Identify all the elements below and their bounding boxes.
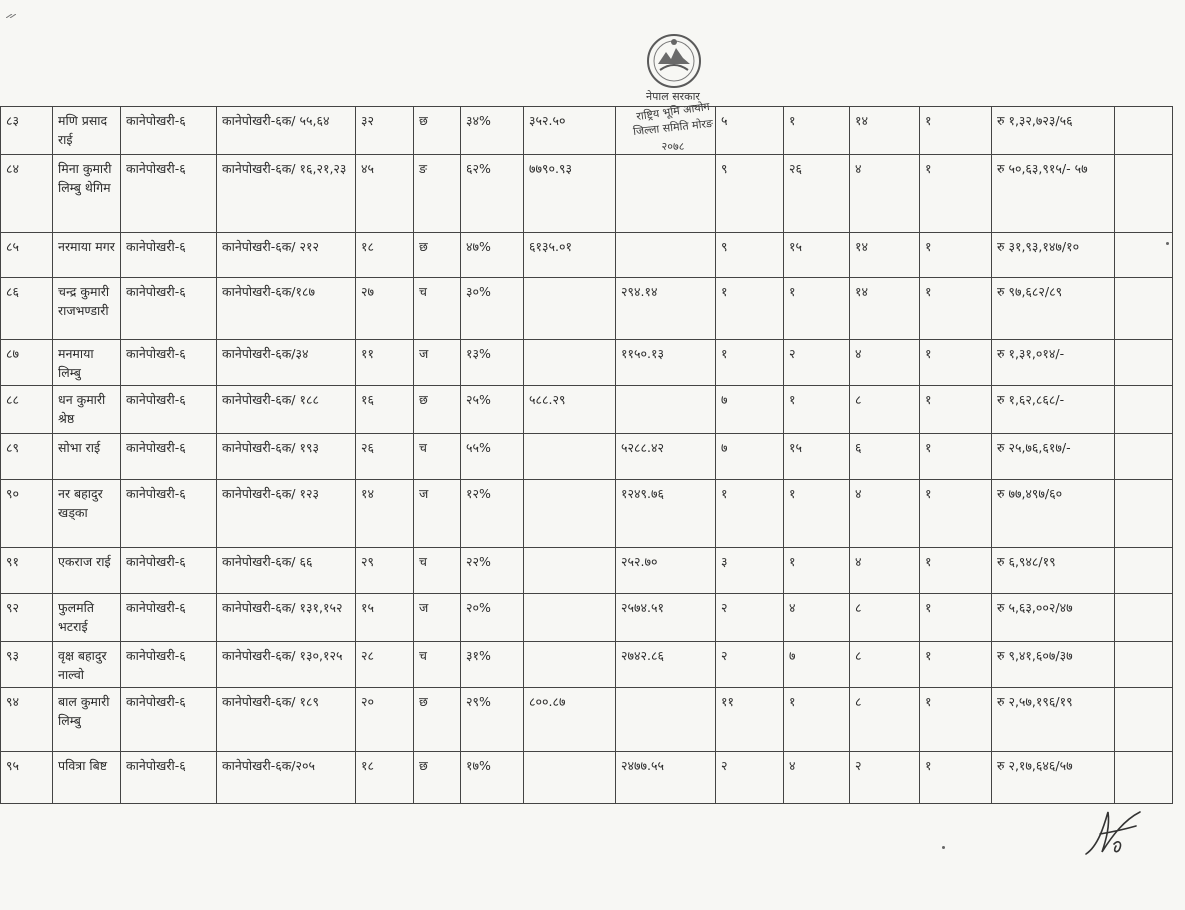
table-cell: कानेपोखरी-६क/ १३०,१२५	[217, 642, 356, 688]
table-cell: रु २,१७,६४६/५७	[992, 752, 1115, 804]
table-cell: कानेपोखरी-६	[121, 278, 217, 340]
table-cell: १	[920, 752, 992, 804]
table-cell: कानेपोखरी-६क/ ५५,६४	[217, 107, 356, 155]
table-cell: २९%	[461, 688, 524, 752]
table-cell: ८	[850, 642, 920, 688]
table-cell: छ	[414, 752, 461, 804]
table-cell: पवित्रा बिष्ट	[53, 752, 121, 804]
table-cell: ३२	[356, 107, 414, 155]
table-cell: ११५०.१३	[616, 340, 716, 386]
table-cell: ८	[850, 386, 920, 434]
government-emblem-icon	[638, 30, 710, 92]
table-cell	[1115, 594, 1173, 642]
table-cell: २५%	[461, 386, 524, 434]
table-cell: १३%	[461, 340, 524, 386]
table-cell	[524, 594, 616, 642]
table-cell: ७७९०.९३	[524, 155, 616, 233]
table-row	[1, 107, 1173, 155]
table-cell: ६१३५.०१	[524, 233, 616, 278]
table-cell: ज	[414, 480, 461, 548]
scan-mark	[6, 14, 16, 18]
table-row	[1, 155, 1173, 233]
table-cell: २	[716, 642, 784, 688]
table-cell	[524, 434, 616, 480]
table-cell: ८	[850, 594, 920, 642]
table-cell: ४	[850, 480, 920, 548]
table-cell: कानेपोखरी-६	[121, 107, 217, 155]
table-cell: कानेपोखरी-६	[121, 594, 217, 642]
table-cell: २	[716, 594, 784, 642]
table-cell: सोभा राई	[53, 434, 121, 480]
table-cell	[616, 155, 716, 233]
table-cell: १४	[850, 107, 920, 155]
table-cell: ९०	[1, 480, 53, 548]
table-cell	[1115, 340, 1173, 386]
table-cell: ८००.८७	[524, 688, 616, 752]
table-cell: २७४२.८६	[616, 642, 716, 688]
table-cell: रु २५,७६,६१७/-	[992, 434, 1115, 480]
table-cell: रु ७७,४९७/६०	[992, 480, 1115, 548]
table-cell: १४	[850, 278, 920, 340]
seal-commission-text: राष्ट्रिय भूमि आयोग	[635, 99, 711, 124]
table-cell: कानेपोखरी-६क/ १९३	[217, 434, 356, 480]
table-cell: छ	[414, 107, 461, 155]
table-cell: कानेपोखरी-६क/ १२३	[217, 480, 356, 548]
table-cell: कानेपोखरी-६	[121, 233, 217, 278]
table-cell: धन कुमारी श्रेष्ठ	[53, 386, 121, 434]
table-row	[1, 278, 1173, 340]
table-cell	[1115, 278, 1173, 340]
table-row	[1, 688, 1173, 752]
table-cell: कानेपोखरी-६क/ १८८	[217, 386, 356, 434]
table-cell: १	[784, 688, 850, 752]
table-cell: कानेपोखरी-६क/ ६६	[217, 548, 356, 594]
table-cell: ६२%	[461, 155, 524, 233]
table-cell: २८	[356, 642, 414, 688]
table-cell: २७	[356, 278, 414, 340]
table-cell: ज	[414, 594, 461, 642]
table-cell: १	[784, 548, 850, 594]
table-cell: ३५२.५०	[524, 107, 616, 155]
table-row	[1, 548, 1173, 594]
table-cell: कानेपोखरी-६	[121, 434, 217, 480]
table-cell: ७	[716, 386, 784, 434]
table-cell	[1115, 548, 1173, 594]
table-cell: १	[920, 548, 992, 594]
table-cell: ९४	[1, 688, 53, 752]
table-cell: रु ९,४१,६०७/३७	[992, 642, 1115, 688]
table-cell: रु ३१,९३,१४७/१०	[992, 233, 1115, 278]
table-cell: १८	[356, 233, 414, 278]
table-cell: १२४९.७६	[616, 480, 716, 548]
table-cell: २५२.७०	[616, 548, 716, 594]
table-cell: ८९	[1, 434, 53, 480]
table-cell	[1115, 434, 1173, 480]
table-cell: ३४%	[461, 107, 524, 155]
table-cell: कानेपोखरी-६क/ १३१,१५२	[217, 594, 356, 642]
table-cell: २	[850, 752, 920, 804]
table-cell: २५७४.५१	[616, 594, 716, 642]
table-cell: कानेपोखरी-६	[121, 386, 217, 434]
table-cell: ९१	[1, 548, 53, 594]
table-cell: १	[784, 107, 850, 155]
table-cell	[524, 340, 616, 386]
table-cell: च	[414, 278, 461, 340]
table-cell: ७	[716, 434, 784, 480]
table-cell: कानेपोखरी-६क/ १६,२१,२३	[217, 155, 356, 233]
table-cell: १५	[784, 233, 850, 278]
table-cell	[524, 752, 616, 804]
table-cell: छ	[414, 233, 461, 278]
table-cell: १५	[784, 434, 850, 480]
scan-dot	[942, 846, 945, 849]
table-cell: रु ५०,६३,९१५/- ५७	[992, 155, 1115, 233]
table-cell: कानेपोखरी-६क/१८७	[217, 278, 356, 340]
seal-committee-text: जिल्ला समिति मोरङ	[632, 116, 714, 139]
table-cell: २४७७.५५	[616, 752, 716, 804]
table-cell: ९	[716, 155, 784, 233]
table-cell: १	[784, 278, 850, 340]
table-cell: ७	[784, 642, 850, 688]
table-cell	[524, 480, 616, 548]
table-cell: ४	[784, 752, 850, 804]
table-cell: ११	[356, 340, 414, 386]
table-cell: कानेपोखरी-६	[121, 688, 217, 752]
table-cell: ३१%	[461, 642, 524, 688]
table-cell: १	[920, 594, 992, 642]
table-cell: कानेपोखरी-६क/ १८९	[217, 688, 356, 752]
seal-government-text: नेपाल सरकार	[646, 90, 700, 103]
table-cell: मिना कुमारी लिम्बु थेगिम	[53, 155, 121, 233]
table-cell	[524, 548, 616, 594]
table-cell	[1115, 480, 1173, 548]
table-cell: रु ६,९४८/१९	[992, 548, 1115, 594]
table-cell: ९५	[1, 752, 53, 804]
table-cell: ५८८.२९	[524, 386, 616, 434]
table-cell	[1115, 752, 1173, 804]
table-row	[1, 752, 1173, 804]
table-cell: १	[920, 233, 992, 278]
table-cell: २९४.१४	[616, 278, 716, 340]
table-cell: नरमाया मगर	[53, 233, 121, 278]
table-cell	[1115, 386, 1173, 434]
table-cell: २६	[784, 155, 850, 233]
table-cell: १	[920, 688, 992, 752]
table-cell	[1115, 155, 1173, 233]
table-cell: १	[716, 278, 784, 340]
table-cell	[616, 233, 716, 278]
table-cell: ९३	[1, 642, 53, 688]
table-cell: १	[920, 278, 992, 340]
table-cell: ८६	[1, 278, 53, 340]
table-cell: १	[920, 642, 992, 688]
table-cell: १२%	[461, 480, 524, 548]
table-cell: ५	[716, 107, 784, 155]
table-cell: १	[920, 155, 992, 233]
table-row	[1, 340, 1173, 386]
table-cell: २०	[356, 688, 414, 752]
land-records-table	[0, 106, 1173, 804]
table-cell: २९	[356, 548, 414, 594]
table-cell: ८४	[1, 155, 53, 233]
table-cell: १	[920, 107, 992, 155]
table-cell: कानेपोखरी-६क/३४	[217, 340, 356, 386]
table-cell: ८३	[1, 107, 53, 155]
table-cell: २	[784, 340, 850, 386]
table-cell: मणि प्रसाद राई	[53, 107, 121, 155]
table-cell: कानेपोखरी-६	[121, 155, 217, 233]
table-cell: १	[784, 480, 850, 548]
table-cell: कानेपोखरी-६	[121, 642, 217, 688]
table-row	[1, 594, 1173, 642]
table-cell: ४	[784, 594, 850, 642]
table-cell: १८	[356, 752, 414, 804]
table-row	[1, 642, 1173, 688]
table-cell: ११	[716, 688, 784, 752]
table-cell	[1115, 642, 1173, 688]
table-cell: २२%	[461, 548, 524, 594]
table-cell: रु १,३२,७२३/५६	[992, 107, 1115, 155]
table-cell: ज	[414, 340, 461, 386]
table-cell: रु ५,६३,००२/४७	[992, 594, 1115, 642]
table-cell	[1115, 688, 1173, 752]
table-cell	[524, 642, 616, 688]
table-cell: १	[716, 480, 784, 548]
table-cell: १४	[356, 480, 414, 548]
table-cell: १	[920, 340, 992, 386]
table-cell: १	[920, 480, 992, 548]
table-cell: चन्द्र कुमारी राजभण्डारी	[53, 278, 121, 340]
table-cell	[616, 107, 716, 155]
table-cell: कानेपोखरी-६	[121, 548, 217, 594]
table-cell: ४	[850, 155, 920, 233]
table-cell: ३०%	[461, 278, 524, 340]
table-cell: कानेपोखरी-६	[121, 340, 217, 386]
table-row	[1, 386, 1173, 434]
table-cell: ८५	[1, 233, 53, 278]
table-cell: छ	[414, 688, 461, 752]
table-cell: वृक्ष बहादुर नाल्वो	[53, 642, 121, 688]
table-body	[1, 107, 1173, 804]
table-cell: ६	[850, 434, 920, 480]
table-cell	[616, 386, 716, 434]
table-cell: ५२८८.४२	[616, 434, 716, 480]
table-cell: ४	[850, 548, 920, 594]
table-cell: १४	[850, 233, 920, 278]
seal-year-text: २०७८	[661, 140, 685, 153]
table-cell: ४५	[356, 155, 414, 233]
table-cell: १	[716, 340, 784, 386]
table-cell: कानेपोखरी-६क/ २१२	[217, 233, 356, 278]
table-cell: ४	[850, 340, 920, 386]
table-cell: १५	[356, 594, 414, 642]
table-cell: रु १,३१,०१४/-	[992, 340, 1115, 386]
table-cell: मनमाया लिम्बु	[53, 340, 121, 386]
table-cell: ३	[716, 548, 784, 594]
table-cell: ङ	[414, 155, 461, 233]
table-cell	[1115, 107, 1173, 155]
table-cell: रु २,५७,१९६/१९	[992, 688, 1115, 752]
table-cell: नर बहादुर खड्का	[53, 480, 121, 548]
table-cell	[616, 688, 716, 752]
table-cell: ४७%	[461, 233, 524, 278]
table-cell: ९	[716, 233, 784, 278]
table-cell: रु १,६२,८६८/-	[992, 386, 1115, 434]
table-cell: २०%	[461, 594, 524, 642]
table-cell: फुलमति भटराई	[53, 594, 121, 642]
table-row	[1, 480, 1173, 548]
table-cell: ५५%	[461, 434, 524, 480]
table-cell: ९२	[1, 594, 53, 642]
table-cell: १	[920, 386, 992, 434]
table-cell: ८७	[1, 340, 53, 386]
table-cell: कानेपोखरी-६क/२०५	[217, 752, 356, 804]
table-cell	[1115, 233, 1173, 278]
table-cell: १	[784, 386, 850, 434]
table-cell: च	[414, 642, 461, 688]
table-cell: १७%	[461, 752, 524, 804]
table-cell: ८८	[1, 386, 53, 434]
table-cell: ८	[850, 688, 920, 752]
table-cell: २	[716, 752, 784, 804]
table-cell: च	[414, 548, 461, 594]
table-cell: १६	[356, 386, 414, 434]
table-cell: कानेपोखरी-६	[121, 480, 217, 548]
table-row	[1, 434, 1173, 480]
table-cell: रु ९७,६८२/८९	[992, 278, 1115, 340]
table-cell	[524, 278, 616, 340]
table-cell: १	[920, 434, 992, 480]
official-signature	[1078, 806, 1148, 862]
table-cell: बाल कुमारी लिम्बु	[53, 688, 121, 752]
table-cell: २६	[356, 434, 414, 480]
table-cell: कानेपोखरी-६	[121, 752, 217, 804]
table-cell: छ	[414, 386, 461, 434]
table-row	[1, 233, 1173, 278]
table-cell: एकराज राई	[53, 548, 121, 594]
table-cell: च	[414, 434, 461, 480]
